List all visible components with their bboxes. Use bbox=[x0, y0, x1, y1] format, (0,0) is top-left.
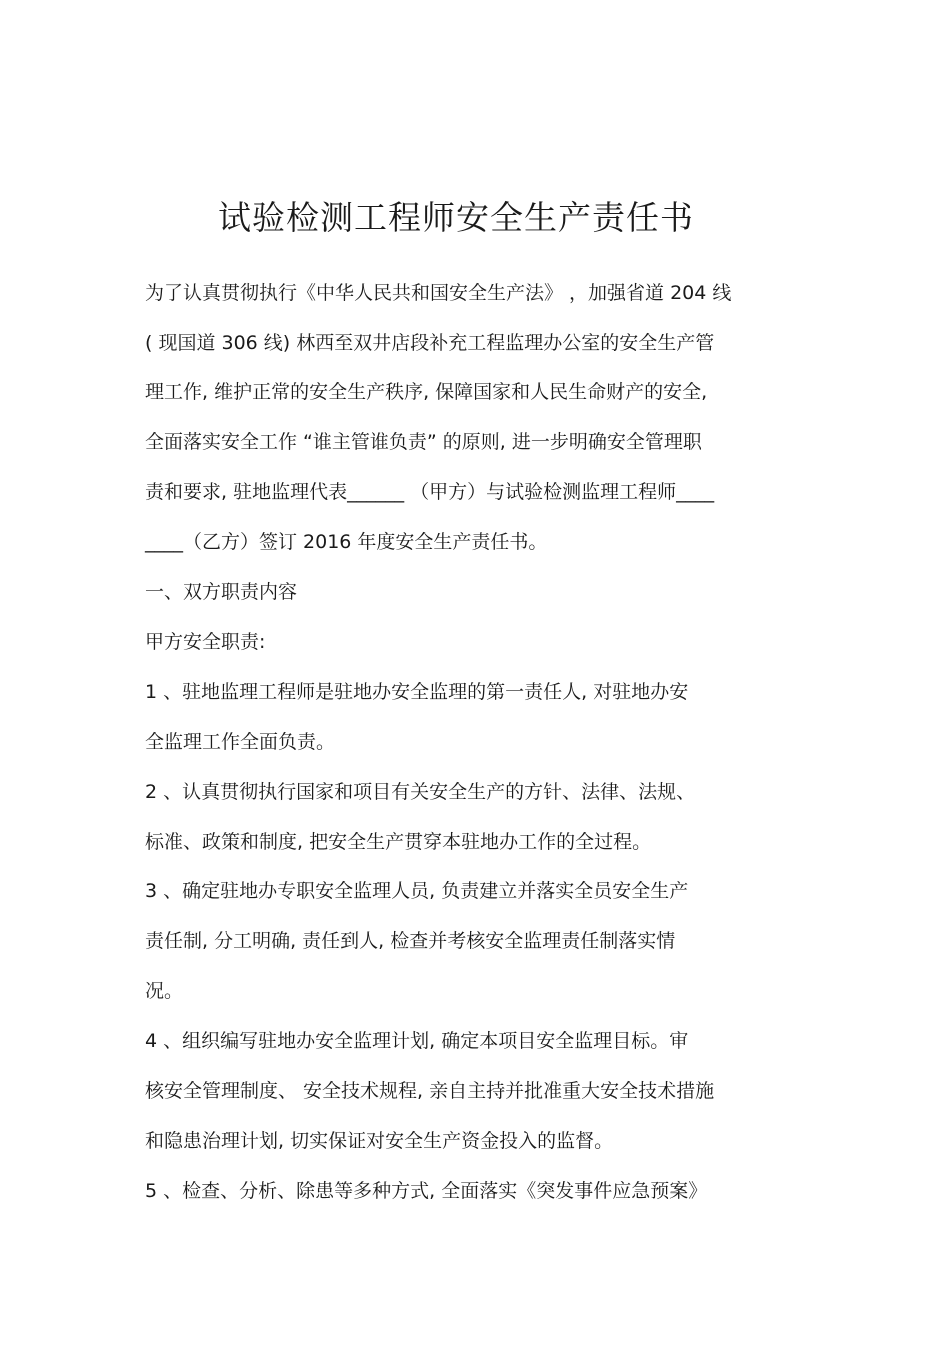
body-line-2: ( 现国道 306 线) 林西至双井店段补充工程监理办公室的安全生产管 bbox=[145, 332, 715, 354]
item-1-line-2: 全监理工作全面负责。 bbox=[145, 731, 336, 753]
subsection-heading: 甲方安全职责: bbox=[145, 631, 266, 653]
body-line-1: 为了认真贯彻执行《中华人民共和国安全生产法》 ，加强省道 204 线 bbox=[145, 282, 732, 304]
body-line-3: 理工作, 维护正常的安全生产秩序, 保障国家和人民生命财产的安全, bbox=[145, 381, 708, 403]
body-line-4: 全面落实安全工作 “谁主管谁负责” 的原则, 进一步明确安全管理职 bbox=[145, 431, 702, 453]
section-heading: 一、双方职责内容 bbox=[145, 581, 298, 603]
item-4-line-3: 和隐患治理计划, 切实保证对安全生产资金投入的监督。 bbox=[145, 1130, 614, 1152]
item-4-line-1: 4 、组织编写驻地办安全监理计划, 确定本项目安全监理目标。审 bbox=[145, 1030, 689, 1052]
item-3-line-1: 3 、确定驻地办专职安全监理人员, 负责建立并落实全员安全生产 bbox=[145, 880, 689, 902]
item-3-line-3: 况。 bbox=[145, 980, 184, 1002]
body-line-5: 责和要求, 驻地监理代表______ （甲方）与试验检测监理工程师____ bbox=[145, 481, 715, 503]
item-2-line-2: 标准、政策和制度, 把安全生产贯穿本驻地办工作的全过程。 bbox=[145, 831, 652, 853]
body-line-6: ____（乙方）签订 2016 年度安全生产责任书。 bbox=[145, 531, 548, 553]
item-1-line-1: 1 、驻地监理工程师是驻地办安全监理的第一责任人, 对驻地办安 bbox=[145, 681, 689, 703]
document-title: 试验检测工程师安全生产责任书 bbox=[218, 198, 694, 238]
item-2-line-1: 2 、认真贯彻执行国家和项目有关安全生产的方针、法律、法规、 bbox=[145, 781, 696, 803]
item-3-line-2: 责任制, 分工明确, 责任到人, 检查并考核安全监理责任制落实情 bbox=[145, 930, 676, 952]
item-4-line-2: 核安全管理制度、 安全技术规程, 亲自主持并批准重大安全技术措施 bbox=[145, 1080, 715, 1102]
item-5-line-1: 5 、检查、分析、除患等多种方式, 全面落实《突发事件应急预案》 bbox=[145, 1180, 708, 1202]
